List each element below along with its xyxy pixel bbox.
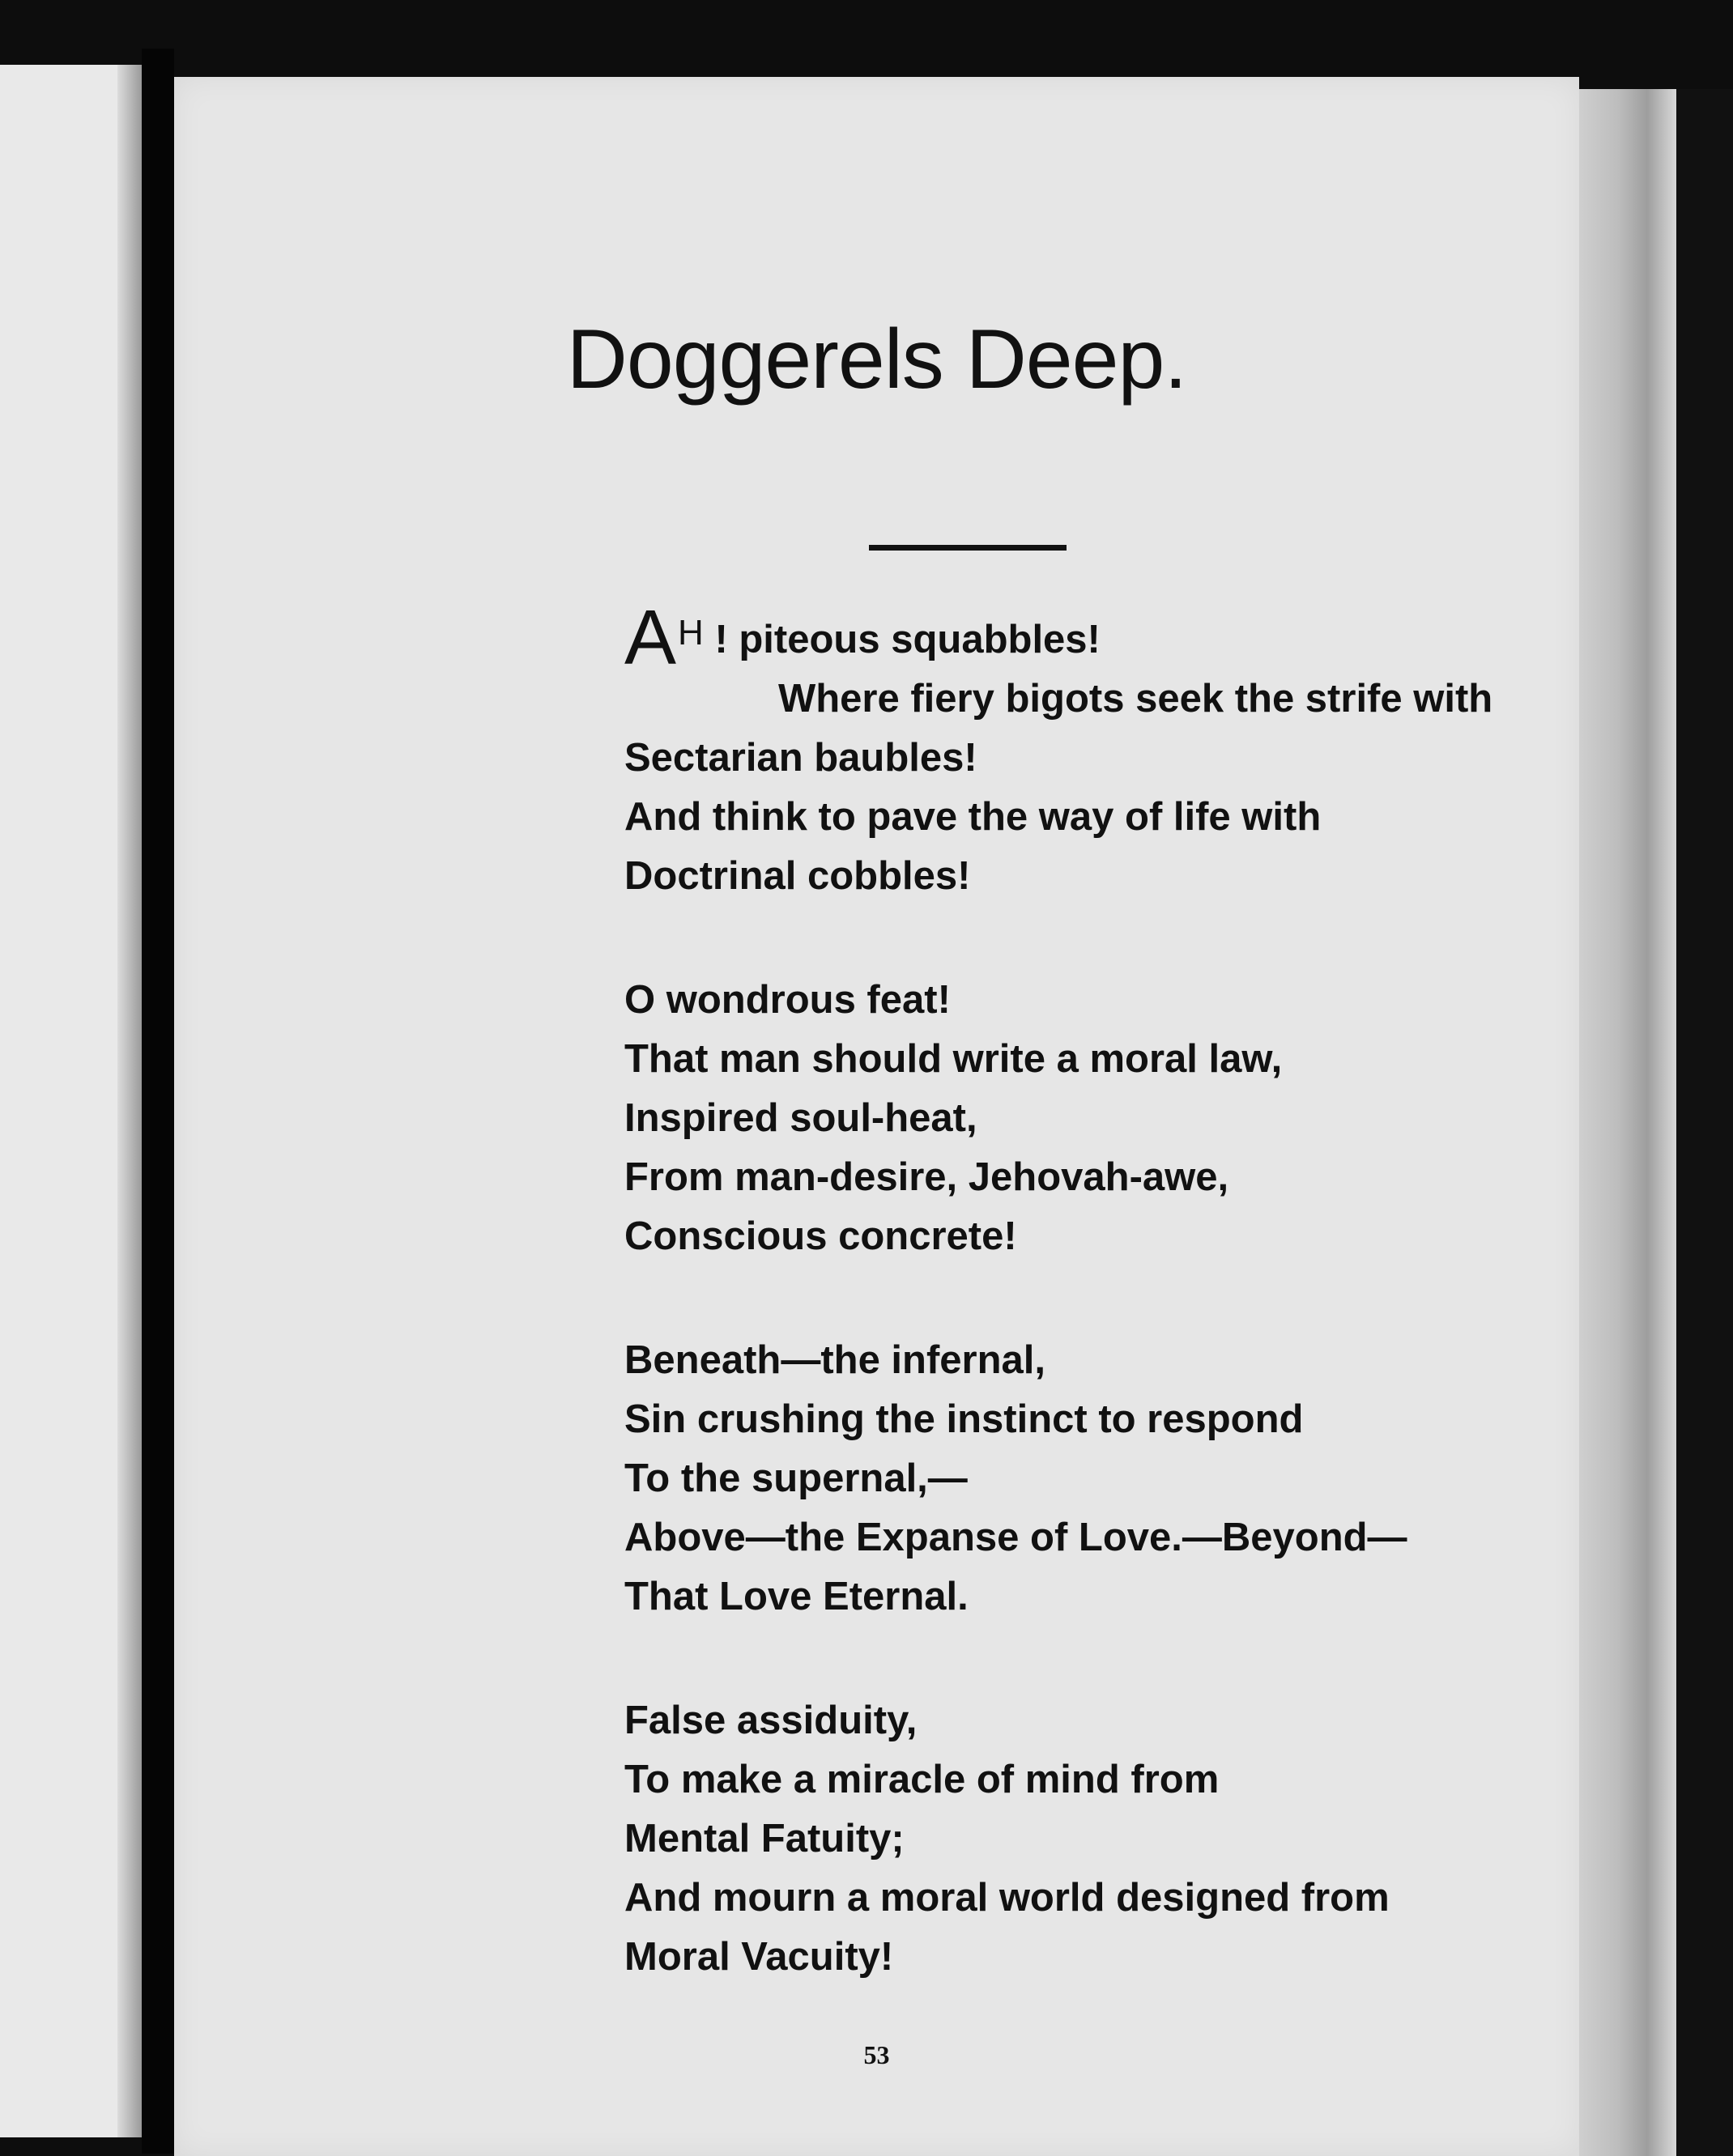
poem-line: Beneath—the infernal, (624, 1338, 1046, 1382)
drop-cap: A (624, 594, 677, 681)
background-edge (1676, 89, 1733, 2156)
poem-line: False assiduity, (624, 1699, 918, 1742)
poem-line: Sectarian baubles! (624, 736, 977, 780)
facing-page (0, 65, 142, 2137)
poem-line (624, 594, 1677, 681)
poem-line: Sin crushing the instinct to respond (624, 1397, 1304, 1441)
poem-line: That Love Eternal. (624, 1575, 969, 1618)
stanza-3 (624, 1331, 1677, 1627)
poem-line: Where fiery bigots seek the strife with (778, 677, 1493, 721)
poem-line: And mourn a moral world designed from (624, 1876, 1390, 1920)
poem-body (624, 594, 1677, 2052)
page-number: 53 (863, 2040, 890, 2069)
stanza-4 (624, 1691, 1677, 1987)
title-rule (869, 545, 1067, 551)
poem-line: That man should write a moral law, (624, 1037, 1283, 1081)
poem-line: O wondrous feat! (624, 978, 951, 1022)
book-gutter (142, 49, 174, 2154)
book-page (174, 77, 1579, 2156)
poem-line: Conscious concrete! (624, 1214, 1017, 1258)
poem-title: Doggerels Deep. (566, 313, 1187, 406)
stanza-1 (624, 594, 1677, 906)
poem-line: From man-desire, Jehovah-awe, (624, 1155, 1229, 1199)
poem-line: To make a miracle of mind from (624, 1758, 1220, 1801)
small-cap: H (678, 613, 704, 653)
poem-line: Inspired soul-heat, (624, 1096, 977, 1140)
stanza-2 (624, 971, 1677, 1266)
line-text: ! piteous squabbles! (714, 618, 1101, 661)
poem-line: To the supernal,— (624, 1456, 968, 1500)
poem-line: Moral Vacuity! (624, 1935, 894, 1979)
poem-line: And think to pave the way of life with (624, 795, 1322, 839)
poem-line: Above—the Expanse of Love.—Beyond— (624, 1516, 1407, 1559)
poem-line: Mental Fatuity; (624, 1817, 905, 1860)
poem-line: Doctrinal cobbles! (624, 854, 971, 898)
